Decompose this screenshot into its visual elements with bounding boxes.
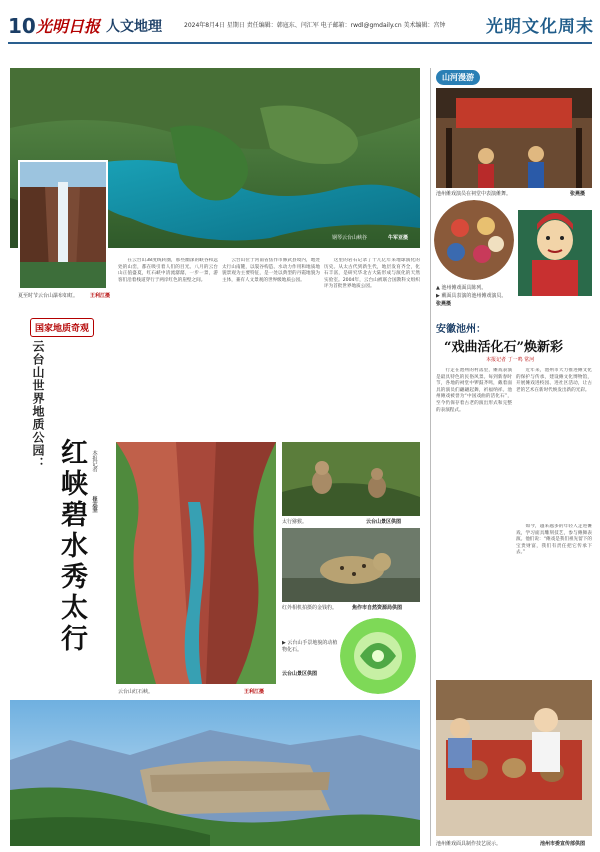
page-number: 10 [8,14,36,38]
main-body-col1: 在云台山38度线转圈，那些幽深的峡谷和远处的山峦，都在吸引着人们的目光。八月的云台山正值盛夏，红石峡中清流潺潺，一步一景，游客们沿着栈道穿行于两岸红色的崖壁之间。 [118,258,218,283]
masks-photo [434,200,514,280]
fossil-photo [340,618,416,694]
side-title: “戏曲活化石”焕新彩 [444,340,563,355]
side-top-caption: 池州傩戏演员在祠堂中表演傩舞。 [436,191,512,197]
side-body-col3: 如今，越来越多的年轻人走进傩戏，学习面具雕刻技艺，参与傩舞表演。他们说：“傩戏是我们祖先留下的宝贵财富，我们有责任把它传承下去。” [516,524,592,556]
performer-photo [518,210,592,296]
hero-caption: 钢琴云台山峡谷 [332,235,368,241]
feature-byline-name: 崔志坚 [91,496,97,513]
waterfall-credit: 王利江摄 [90,293,111,299]
side-body-col2: 近年来，池州市大力推进傩文化的保护与传承，建设傩文化博物馆，开展傩戏进校园、进社区活动，让古老的艺术在新时代焕发出新的光彩。 [516,368,592,393]
feature-title: 红峡碧水秀太行 [56,438,87,655]
red-gorge-caption: 云台山红石峡。 [118,689,154,695]
nuo-temple-photo [436,88,592,188]
side-mid-caption1: ▲ 池州傩戏面具陈列。 [436,285,487,291]
leopard-credit: 焦作市自然资源局供图 [352,605,403,611]
hero-credit: 牛军亚摄 [388,235,409,241]
page-header [8,10,592,44]
section-title: 人文地理 [106,19,162,35]
waterfall-caption: 夏至时节云台山瀑布如虹。 [18,293,79,299]
monkey-photo [282,442,420,516]
main-body-col2: 云台山位于河南省焦作市修武县境内，地处太行山南麓，以裂谷构造、水动力作用和地质地貌景观为主要特征，是一处以典型的丹霞地貌为主体，兼有人文景观的世界级地质公园。 [222,258,320,283]
side-tag: 山河漫游 [436,70,480,85]
side-top-credit: 张燕摄 [570,191,586,197]
feature-subtitle: 云台山世界地质公园： [31,340,45,470]
monkey-credit: 云台山景区供图 [366,519,402,525]
side-body-col1: 行走在池州的村落里，傩戏表演是最具特色的民俗风景。每到新春时节，各地的祠堂中锣鼓齐鸣，戴着面具的演员们翩翩起舞，祈福纳祥。池州傩戏被誉为“中国戏曲的活化石”，至今仍保存着古老的演出形式和完整的表演程式。 [436,368,512,413]
leopard-photo [282,528,420,602]
red-gorge-credit: 王利江摄 [244,689,265,695]
waterfall-photo [18,160,108,290]
side-mid-credit: 张燕摄 [436,301,452,307]
fossil-credit: 云台山景区供图 [282,671,318,677]
feature-byline-label: 本报记者 [91,450,97,472]
monkey-caption: 太行猕猴。 [282,519,308,525]
main-body-col3: 这里的岩石记录了十几亿年来地球演化的历史。从太古代到新生代，地层发育齐全，化石丰富，是研究华北古大陆形成与演化的天然实验室。2004年，云台山被联合国教科文组织评为首批世界地质公园。 [324,258,420,290]
paper-logo: 光明日报 [36,17,101,36]
fossil-note: ▶ 云台山手景地貌的动植物化石。 [282,640,338,653]
weekly-title: 光明文化周末 [454,12,594,40]
kicker-badge: 国家地质奇观 [30,318,94,337]
side-title-kicker: 安徽池州： [436,324,486,335]
side-mid-caption2: ▶ 戴面具表演的池州傩戏演员。 [436,293,507,299]
header-meta: 2024年8月4日 星期日 责任编辑：韩寇东、闫汇军 电子邮箱：rwdl@gmdaily.cn 美术编辑：宫钟 [184,22,446,29]
mask-making-photo [436,680,592,836]
cliff-landscape-photo [10,700,420,846]
leopard-caption: 红外相机拍摄的金钱豹。 [282,605,338,611]
red-gorge-photo [116,442,276,684]
side-bottom-credit: 池州市委宣传部供图 [540,841,586,847]
side-byline: 本报记者 丁一鸣 常河 [486,357,535,363]
column-divider [430,68,431,846]
side-bottom-caption: 池州傩戏面具制作技艺展示。 [436,841,502,847]
